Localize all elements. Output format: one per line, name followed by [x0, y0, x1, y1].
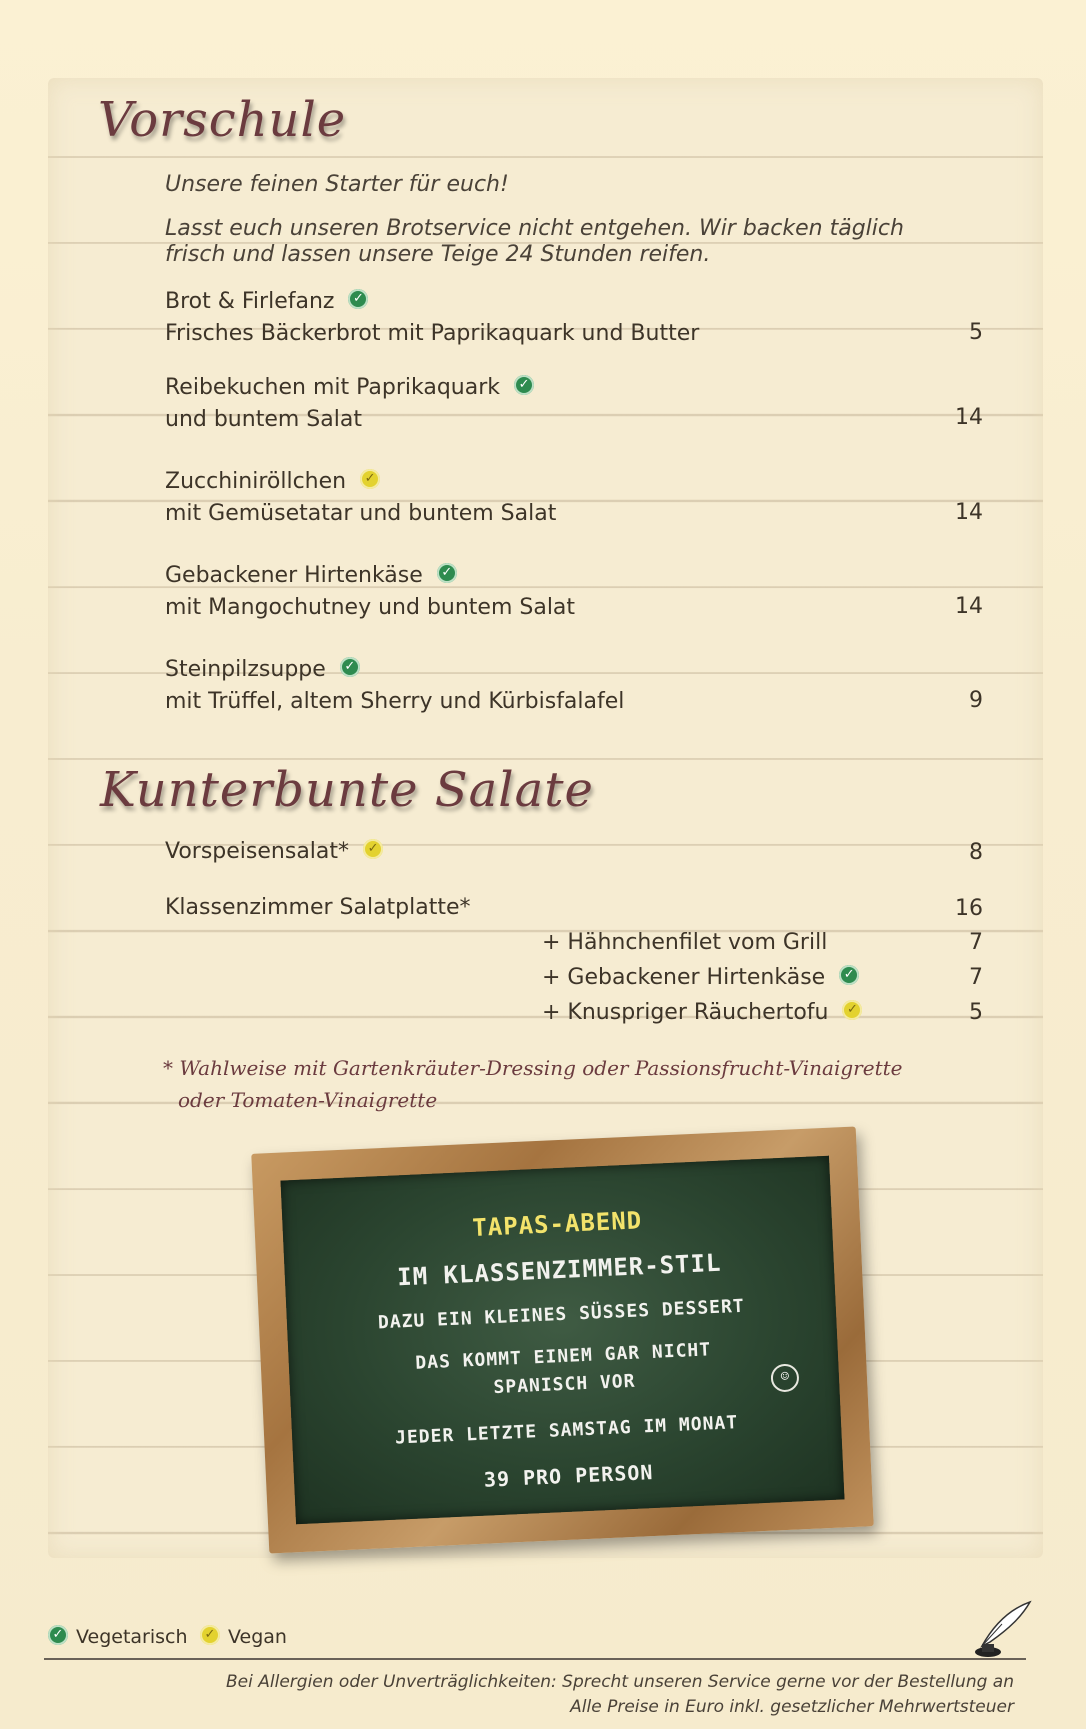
section-heading-vorschule: Vorschule: [98, 92, 347, 148]
chalkboard-frame: [251, 1126, 874, 1553]
legend-vegetarian: [48, 1626, 188, 1648]
chalkboard-line: DAS KOMMT EINEM GAR NICHT: [414, 1339, 712, 1374]
menu-item-price: 16: [955, 896, 983, 921]
menu-item-price: 5: [969, 320, 983, 345]
intro-tagline: Unsere feinen Starter für euch!: [165, 172, 509, 197]
menu-item-name: Brot & Firlefanz: [165, 289, 335, 314]
menu-item-name: Reibekuchen mit Paprikaquark: [165, 375, 501, 400]
legend-vegan: [200, 1626, 287, 1648]
dressing-footnote-line2: oder Tomaten-Vinaigrette: [178, 1088, 438, 1112]
intro-text-line1: Lasst euch unseren Brotservice nicht entgehen. Wir backen täglich: [165, 216, 904, 241]
legend-vegetarian-label: Vegetarisch: [76, 1626, 188, 1648]
menu-item-price: 8: [969, 840, 983, 865]
chalkboard-line: DAZU EIN KLEINES SÜSSES DESSERT: [377, 1295, 746, 1334]
menu-item-name: Gebackener Hirtenkäse: [165, 563, 423, 588]
vegetarian-icon: ✓: [340, 657, 360, 677]
vegetarian-icon: ✓: [48, 1625, 68, 1645]
dressing-footnote-line1: * Wahlweise mit Gartenkräuter-Dressing oder Passionsfrucht-Vinaigrette: [163, 1056, 903, 1080]
menu-item-description: und buntem Salat: [165, 407, 362, 432]
menu-item-description: Frisches Bäckerbrot mit Paprikaquark und Butter: [165, 321, 700, 346]
menu-item-price: 9: [969, 688, 983, 713]
menu-item: [165, 892, 471, 924]
vegetarian-icon: ✓: [348, 289, 368, 309]
menu-item-description: mit Mangochutney und buntem Salat: [165, 595, 576, 620]
menu-item-description: mit Gemüsetatar und buntem Salat: [165, 501, 557, 526]
vegan-icon: ✓: [200, 1625, 220, 1645]
vegetarian-icon: ✓: [437, 563, 457, 583]
smiley-icon: ☺: [770, 1363, 799, 1392]
vegetarian-icon: ✓: [839, 965, 859, 985]
addon-item-name: + Knuspriger Räuchertofu: [542, 1000, 829, 1025]
menu-item-name: Vorspeisensalat*: [165, 839, 350, 864]
menu-item-name: Steinpilzsuppe: [165, 657, 326, 682]
menu-item: [165, 560, 575, 624]
menu-item: [165, 654, 624, 718]
chalkboard-title: TAPAS-ABEND: [471, 1206, 643, 1242]
menu-item-name: Zucchiniröllchen: [165, 469, 347, 494]
addon-item-price: 5: [969, 1000, 983, 1025]
price-notice: Alle Preise in Euro inkl. gesetzlicher Mehrwertsteuer: [570, 1697, 1014, 1717]
vegan-icon: ✓: [363, 839, 383, 859]
menu-item-price: 14: [955, 594, 983, 619]
vegan-icon: ✓: [842, 1000, 862, 1020]
addon-item-price: 7: [969, 930, 983, 955]
chalkboard-line: SPANISCH VOR: [493, 1370, 636, 1399]
addon-item: [542, 1000, 862, 1025]
section-heading-salate: Kunterbunte Salate: [100, 762, 594, 818]
allergy-notice: Bei Allergien oder Unverträglichkeiten: Sprecht unseren Service gerne vor der Bestellung an: [226, 1672, 1014, 1692]
chalkboard-line: JEDER LETZTE SAMSTAG IM MONAT: [394, 1412, 739, 1449]
chalkboard-line: 39 PRO PERSON: [483, 1460, 654, 1492]
chalkboard-line: IM KLASSENZIMMER-STIL: [396, 1248, 723, 1292]
addon-item: [542, 965, 859, 990]
menu-item: [165, 372, 534, 436]
menu-item: [165, 286, 699, 350]
addon-item-price: 7: [969, 965, 983, 990]
vegetarian-icon: ✓: [514, 375, 534, 395]
addon-item: [542, 930, 827, 955]
menu-item-description: mit Trüffel, altem Sherry und Kürbisfalafel: [165, 689, 625, 714]
chalkboard: [280, 1156, 844, 1525]
quill-inkwell-icon: [972, 1598, 1032, 1660]
addon-item-name: + Gebackener Hirtenkäse: [542, 965, 826, 990]
intro-text-line2: frisch und lassen unsere Teige 24 Stunden reifen.: [165, 242, 711, 267]
footer-divider: [44, 1658, 1026, 1660]
vegan-icon: ✓: [360, 469, 380, 489]
legend-vegan-label: Vegan: [228, 1626, 287, 1648]
menu-item: [165, 836, 383, 868]
menu-item-price: 14: [955, 500, 983, 525]
menu-item: [165, 466, 556, 530]
menu-item-price: 14: [955, 405, 983, 430]
addon-item-name: + Hähnchenfilet vom Grill: [542, 930, 828, 955]
menu-item-name: Klassenzimmer Salatplatte*: [165, 895, 471, 920]
